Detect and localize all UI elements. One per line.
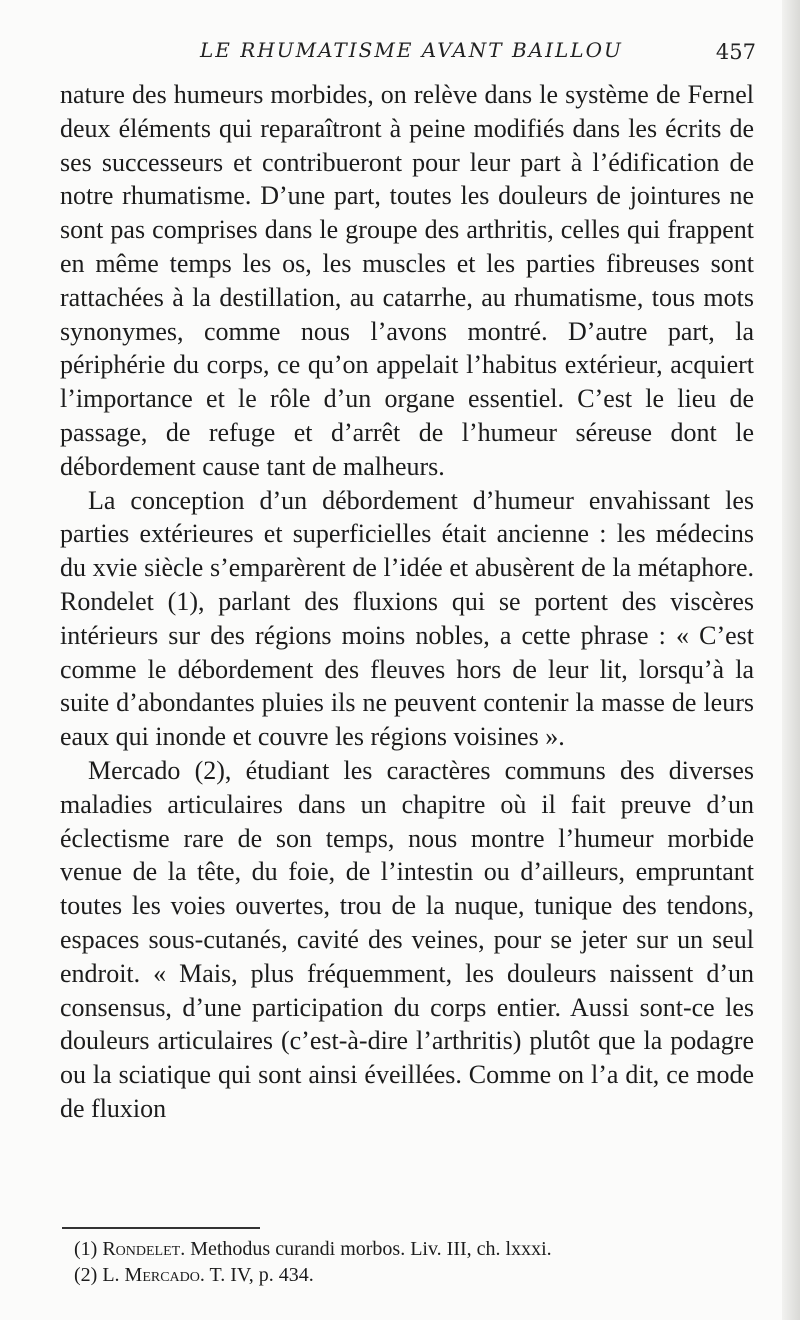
footnote-marker: (1) <box>74 1238 98 1260</box>
running-title: LE RHUMATISME AVANT BAILLOU <box>200 38 623 62</box>
running-head <box>60 38 760 68</box>
footnote-text: Methodus curandi morbos. Liv. III, ch. lxxxi. <box>190 1238 552 1260</box>
page-number: 457 <box>715 40 756 64</box>
footnote <box>74 1236 754 1262</box>
paragraph-rondelet: La conception d’un débordement d’humeur envahissant les parties extérieures et superficielles était ancienne : les médecins du xvie siècle s’emparèrent de l’idée et abusèrent de la métaphore. Rondelet (1), parlant des fluxions qui se portent des viscères intérieurs sur des régions moins nobles, a cette phrase : « C’est comme le débordement des fleuves hors de leur lit, lorsqu’à la suite d’abondantes pluies ils ne peuvent contenir la masse de leurs eaux qui inonde et couvre les régions voisines ». <box>60 485 754 752</box>
footnote <box>74 1262 754 1288</box>
page-edge-shadow <box>782 0 800 1320</box>
footnotes <box>74 1236 754 1288</box>
footnote-text: T. IV, p. 434. <box>209 1264 314 1286</box>
paragraph-continuation: nature des humeurs morbides, on relève dans le système de Fernel deux éléments qui reparaîtront à peine modifiés dans les écrits de ses successeurs et contribueront pour leur part à l’édification de notre rhumatisme. D’une part, toutes les douleurs de jointures ne sont pas comprises dans le groupe des arthritis, celles qui frappent en même temps les os, les muscles et les parties fibreuses sont rattachées à la destillation, au catarrhe, au rhumatisme, tous mots synonymes, comme nous l’avons montré. D’autre part, la périphérie du corps, ce qu’on appelait l’habitus extérieur, acquiert l’importance et le rôle d’un organe essentiel. C’est le lieu de passage, de refuge et d’arrêt de l’humeur séreuse dont le débordement cause tant de malheurs. <box>60 80 754 481</box>
footnote-rule <box>62 1227 260 1229</box>
paragraph-mercado: Mercado (2), étudiant les caractères communs des diverses maladies articulaires dans un chapitre où il fait preuve d’un éclectisme rare de son temps, nous montre l’humeur morbide venue de la tête, du foie, de l’intestin ou d’ailleurs, empruntant toutes les voies ouvertes, trou de la nuque, tunique des tendons, espaces sous-cutanés, cavité des veines, pour se jeter sur un seul endroit. « Mais, plus fréquemment, les douleurs naissent d’un consensus, d’une participation du corps entier. Aussi sont-ce les douleurs articulaires (c’est-à-dire l’arthritis) plutôt que la podagre ou la sciatique qui sont ainsi éveillées. Comme on l’a dit, ce mode de fluxion <box>60 755 754 1123</box>
footnote-marker: (2) <box>74 1264 98 1286</box>
body-text <box>60 78 754 1126</box>
footnote-author: L. Mercado. <box>102 1264 205 1286</box>
footnote-author: Rondelet. <box>102 1238 186 1260</box>
